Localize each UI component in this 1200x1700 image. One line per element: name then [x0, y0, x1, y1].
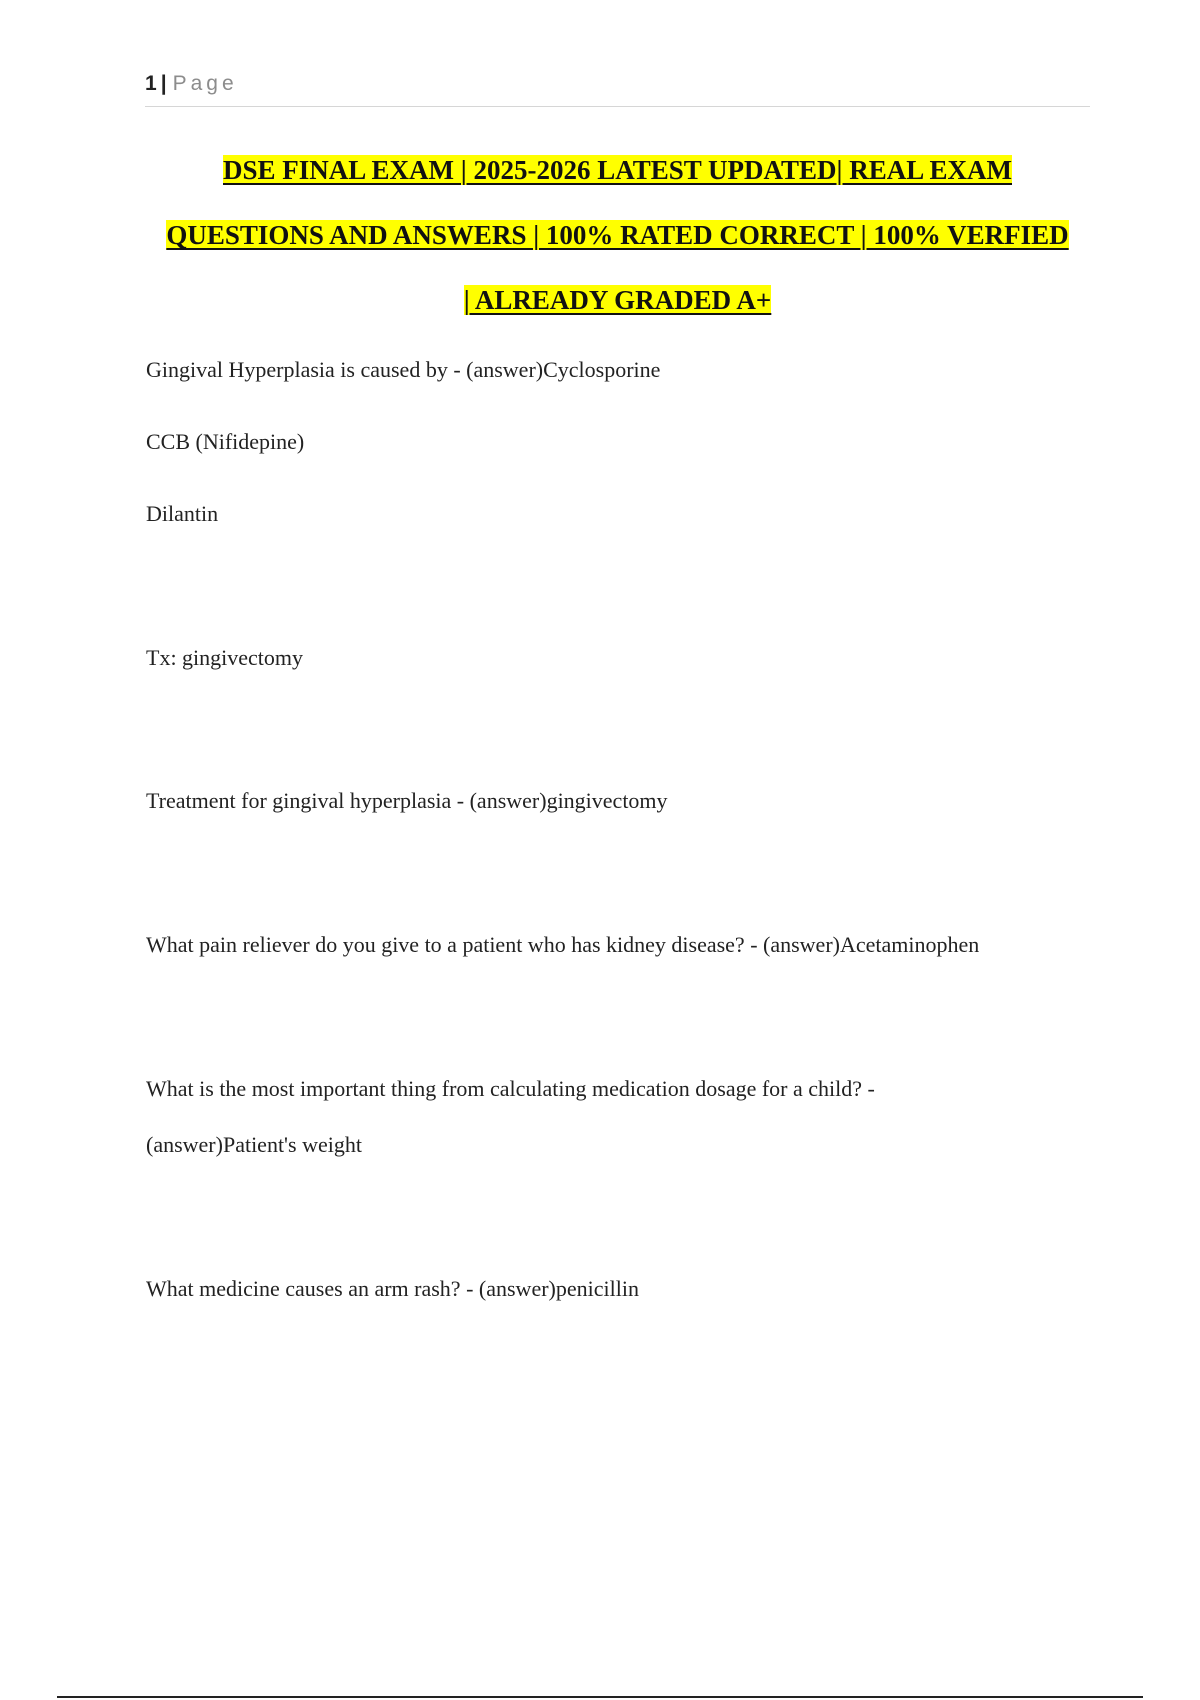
- question-gingival-hyperplasia-cause: Gingival Hyperplasia is caused by - (answer)Cyclosporine: [146, 357, 661, 382]
- title-line-2: QUESTIONS AND ANSWERS | 100% RATED CORRECT | 100% VERFIED: [166, 220, 1069, 250]
- question-gingival-hyperplasia-treatment: Treatment for gingival hyperplasia - (answer)gingivectomy: [146, 788, 668, 813]
- treatment-note: Tx: gingivectomy: [146, 645, 304, 670]
- page-header: [145, 72, 1090, 107]
- title-line-3: | ALREADY GRADED A+: [463, 285, 772, 315]
- title-line-1: DSE FINAL EXAM | 2025-2026 LATEST UPDATED| REAL EXAM: [223, 155, 1012, 185]
- answer-line-ccb: CCB (Nifidepine): [146, 429, 305, 454]
- document-title: [140, 138, 1095, 333]
- page-label: Page: [172, 72, 238, 95]
- question-child-dosage: What is the most important thing from calculating medication dosage for a child? -: [146, 1076, 875, 1101]
- page-number: 1: [145, 72, 157, 95]
- answer-child-dosage: (answer)Patient's weight: [146, 1132, 362, 1157]
- question-arm-rash: What medicine causes an arm rash? - (answer)penicillin: [146, 1276, 639, 1301]
- footer-rule: [57, 1696, 1143, 1698]
- question-kidney-pain-reliever: What pain reliever do you give to a patient who has kidney disease? - (answer)Acetaminophen: [146, 932, 980, 957]
- answer-line-dilantin: Dilantin: [146, 501, 219, 526]
- page-separator: |: [160, 72, 167, 95]
